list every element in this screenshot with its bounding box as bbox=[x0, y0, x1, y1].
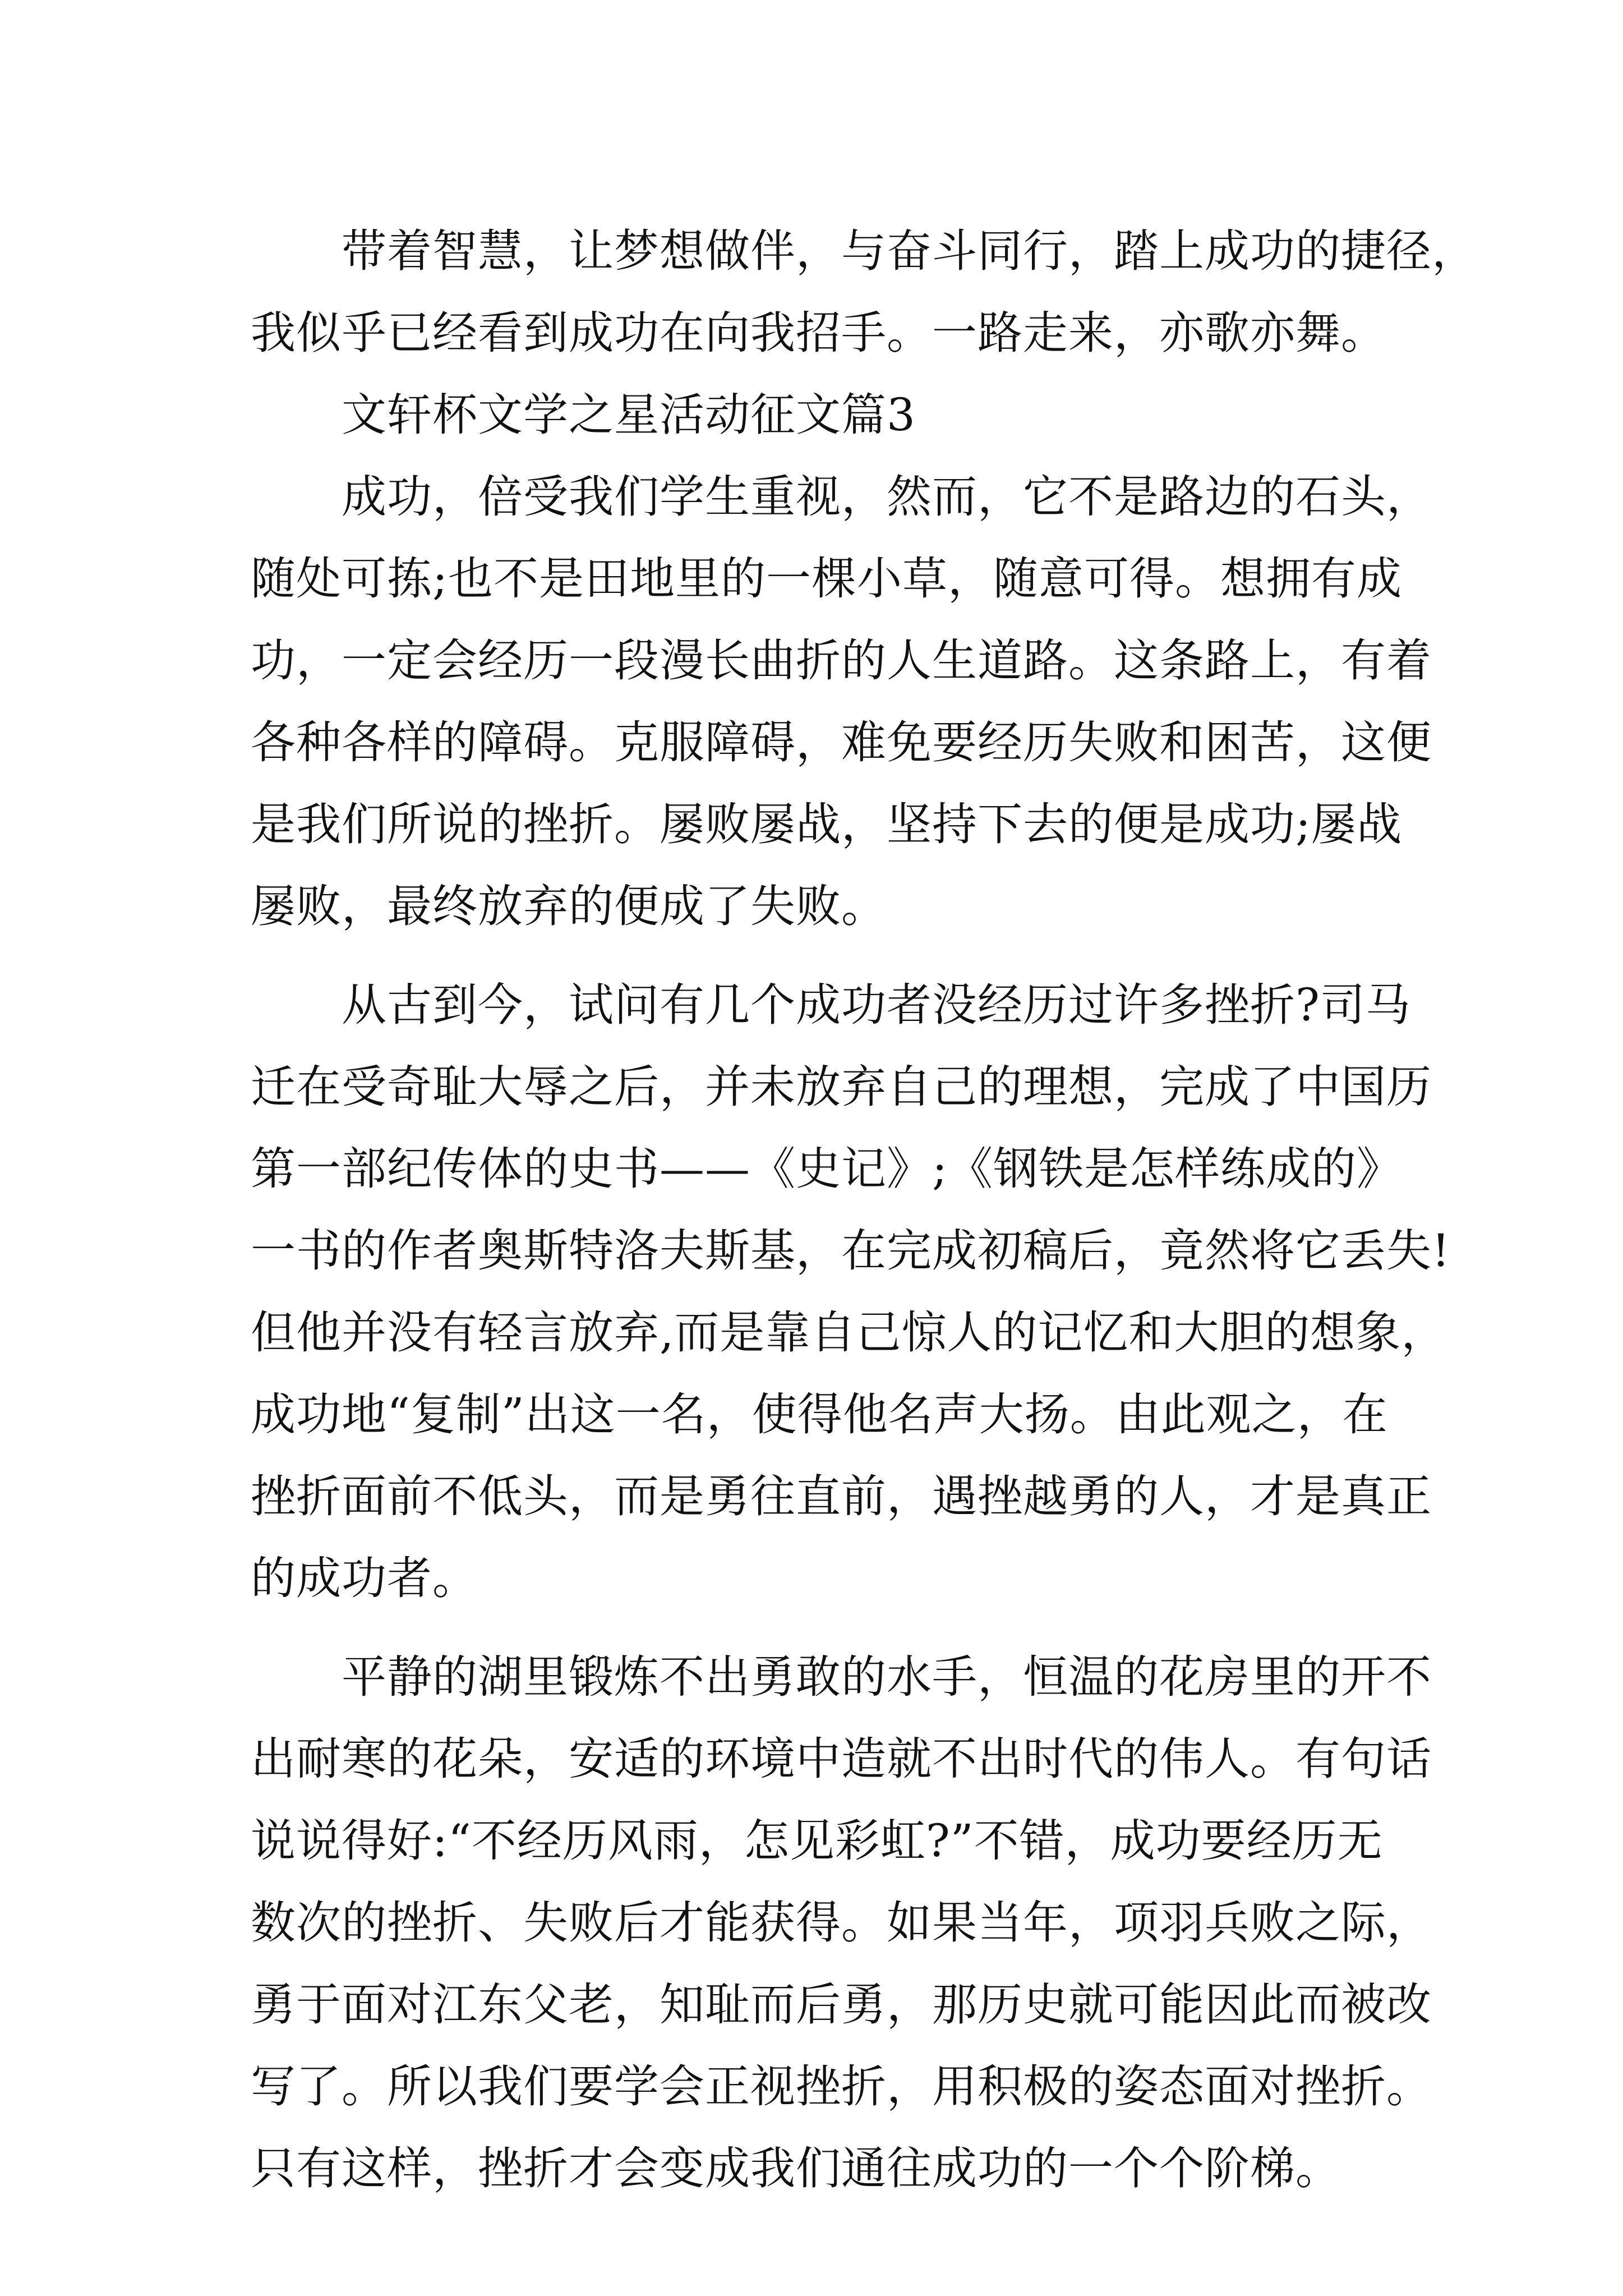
text-line: 只有这样，挫折才会变成我们通往成功的一个个阶梯。 bbox=[251, 2142, 1341, 2194]
text-line: 平静的湖里锻炼不出勇敢的水手，恒温的花房里的开不 bbox=[342, 1651, 1432, 1703]
text-line: 成功，倍受我们学生重视，然而，它不是路边的石头， bbox=[342, 471, 1432, 523]
heading-line: 文轩杯文学之星活动征文篇3 bbox=[342, 389, 916, 441]
text-line: 写了。所以我们要学会正视挫折，用积极的姿态面对挫折。 bbox=[251, 2060, 1432, 2113]
text-line: 挫折面前不低头，而是勇往直前，遇挫越勇的人，才是真正 bbox=[251, 1470, 1432, 1522]
text-line: 出耐寒的花朵，安适的环境中造就不出时代的伟人。有句话 bbox=[251, 1733, 1432, 1785]
text-line: 从古到今，试问有几个成功者没经历过许多挫折?司马 bbox=[342, 979, 1411, 1031]
paragraph-1 bbox=[251, 210, 1477, 374]
document-body bbox=[251, 210, 1477, 2210]
text-line: 是我们所说的挫折。屡败屡战，坚持下去的便是成功;屡战 bbox=[251, 798, 1402, 850]
text-line: 勇于面对江东父老，知耻而后勇，那历史就可能因此而被改 bbox=[251, 1978, 1432, 2031]
text-line: 我似乎已经看到成功在向我招手。一路走来，亦歌亦舞。 bbox=[251, 307, 1386, 359]
text-line: 迁在受奇耻大辱之后，并未放弃自己的理想，完成了中国历 bbox=[251, 1061, 1432, 1113]
text-line: 带着智慧，让梦想做伴，与奋斗同行，踏上成功的捷径， bbox=[342, 225, 1477, 277]
text-line: 成功地“复制”出这一名，使得他名声大扬。由此观之，在 bbox=[251, 1388, 1388, 1441]
paragraph-2 bbox=[251, 456, 1432, 947]
text-line: 各种各样的障碍。克服障碍，难免要经历失败和困苦，这便 bbox=[251, 716, 1432, 769]
text-line: 但他并没有轻言放弃,而是靠自己惊人的记忆和大胆的想象， bbox=[251, 1306, 1447, 1359]
text-line: 屡败，最终放弃的便成了失败。 bbox=[251, 880, 887, 932]
text-line: 随处可拣;也不是田地里的一棵小草，随意可得。想拥有成 bbox=[251, 553, 1402, 605]
text-line: 的成功者。 bbox=[251, 1552, 478, 1604]
text-line: 第一部纪传体的史书——《史记》;《钢铁是怎样练成的》 bbox=[251, 1143, 1402, 1195]
paragraph-3 bbox=[251, 964, 1451, 1619]
paragraph-4 bbox=[251, 1636, 1432, 2210]
text-line: 一书的作者奥斯特洛夫斯基，在完成初稿后，竟然将它丢失! bbox=[251, 1225, 1451, 1277]
text-line: 功，一定会经历一段漫长曲折的人生道路。这条路上，有着 bbox=[251, 634, 1432, 687]
section-heading bbox=[251, 374, 1400, 456]
text-line: 说说得好:“不经历风雨，怎见彩虹?”不错，成功要经历无 bbox=[251, 1815, 1383, 1867]
text-line: 数次的挫折、失败后才能获得。如果当年，项羽兵败之际， bbox=[251, 1897, 1432, 1949]
